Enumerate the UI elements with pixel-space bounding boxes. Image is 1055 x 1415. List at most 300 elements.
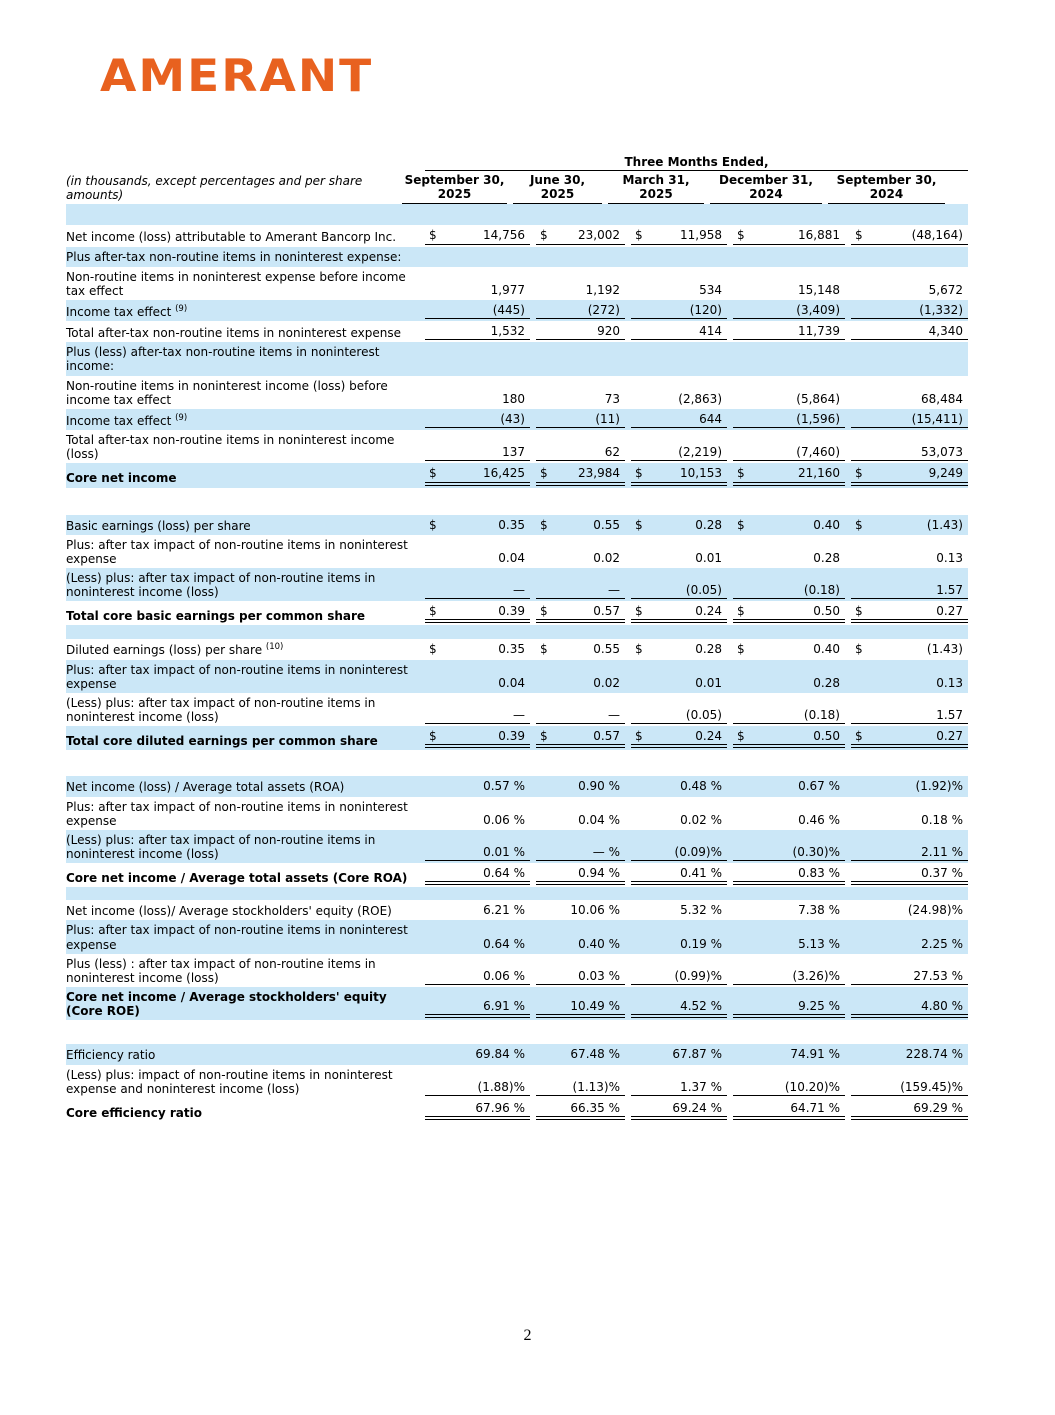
cell-value: (3,409) [796,302,840,317]
group-header: Three Months Ended, [425,155,968,171]
column-header-mar-31-2025 [608,173,704,204]
cell-value: 0.19 % [680,936,722,951]
value-cell [631,604,727,623]
row-label: Diluted earnings (loss) per share $^{(10)}$ [66,642,284,658]
cell-value: 10.49 % [570,999,620,1014]
value-cell [425,583,530,599]
value-cell [631,903,727,918]
table-row [66,535,968,568]
value-cell [733,1047,845,1062]
value-cell [631,708,727,724]
value-cell [425,813,530,828]
value-cell [536,412,625,428]
dollar-sign: $ [635,604,643,619]
value-cell [425,708,530,724]
cell-value: 0.04 % [578,812,620,827]
value-cell [536,729,625,748]
table-row [66,900,968,920]
row-label: Core efficiency ratio [66,1105,202,1120]
value-cell [733,845,845,861]
value-cell [851,813,968,828]
value-cell [536,642,625,657]
cell-value: 920 [597,324,620,339]
value-cell [631,676,727,691]
cell-value: 0.01 % [483,845,525,859]
row-label: Plus: after tax impact of non-routine items in noninterest expense [66,923,408,952]
value-cell [733,303,845,319]
value-cell [851,779,968,794]
cell-value: 0.90 % [578,779,620,794]
row-label: Plus: after tax impact of non-routine items in noninterest expense [66,537,408,566]
table-row [66,376,968,409]
cell-value: 0.57 [593,604,620,619]
cell-value: 67.87 % [672,1047,722,1062]
row-label: (Less) plus: after tax impact of non-routine items in noninterest income (loss) [66,832,376,861]
value-cell [851,845,968,861]
value-cell [733,729,845,748]
value-cell [631,866,727,885]
value-cell [733,392,845,407]
value-cell [851,466,968,485]
value-cell [536,392,625,407]
value-cell [733,708,845,724]
dollar-sign: $ [540,228,548,243]
value-cell [733,903,845,918]
cell-value: 2.25 % [921,936,963,951]
value-cell [536,583,625,599]
row-label: Income tax effect $^{(9)}$ [66,303,188,319]
spacer-row [66,750,968,776]
value-cell [851,708,968,724]
cell-value: 0.67 % [798,779,840,794]
value-cell [425,324,530,340]
cell-value: (10.20)% [784,1079,840,1094]
cell-value: 0.28 [813,675,840,690]
value-cell [733,604,845,623]
value-cell [733,969,845,985]
table-row [66,797,968,830]
dollar-sign: $ [540,517,548,532]
value-cell [733,937,845,952]
value-cell [733,999,845,1018]
cell-value: 0.40 % [578,936,620,951]
cell-value: 69.29 % [913,1100,963,1115]
value-cell [536,813,625,828]
cell-value: (2,219) [678,445,722,460]
dollar-sign: $ [540,604,548,619]
cell-value: (7,460) [796,445,840,460]
cell-value: 68,484 [921,391,963,406]
cell-value: 0.48 % [680,779,722,794]
value-cell [851,324,968,340]
value-cell [733,445,845,461]
dollar-sign: $ [855,466,863,481]
value-cell [851,969,968,985]
cell-value: 0.64 % [483,936,525,951]
value-cell [631,729,727,748]
table-row [66,920,968,953]
cell-value: (1.88)% [477,1079,525,1094]
value-cell [425,1080,530,1096]
page-number: 2 [523,1327,532,1345]
value-cell [631,813,727,828]
value-cell [631,392,727,407]
column-header-line2: 2024 [869,187,904,202]
column-header-line1: March 31, [622,173,690,188]
column-header-sep-30-2025 [402,173,507,204]
row-label: Total core diluted earnings per common share [66,734,378,749]
dollar-sign: $ [540,729,548,744]
value-cell [425,445,530,461]
value-cell [851,445,968,461]
cell-value: 0.02 [593,675,620,690]
value-cell [425,551,530,566]
cell-value: (0.99)% [674,968,722,983]
dollar-sign: $ [429,517,437,532]
cell-value: (11) [595,411,620,426]
dollar-sign: $ [429,466,437,481]
table-row [66,568,968,601]
value-cell [425,903,530,918]
cell-value: 0.55 [593,642,620,657]
cell-value: 0.50 [813,604,840,619]
cell-value: 67.48 % [570,1047,620,1062]
cell-value: (159.45)% [900,1079,963,1094]
cell-value: 0.28 [813,550,840,565]
cell-value: 74.91 % [790,1047,840,1062]
value-cell [425,779,530,794]
cell-value: 0.40 [813,517,840,532]
value-cell [851,392,968,407]
cell-value: 11,739 [798,324,840,339]
row-label: Core net income [66,471,177,486]
value-cell [631,1080,727,1096]
value-cell [536,1101,625,1120]
column-header-jun-30-2025 [513,173,602,204]
column-header-dec-31-2024 [710,173,822,204]
value-cell [425,642,530,657]
value-cell [851,866,968,885]
cell-value: 5.32 % [680,903,722,918]
value-cell [733,412,845,428]
cell-value: 0.01 [695,675,722,690]
row-label: Net income (loss) attributable to Amerant Bancorp Inc. [66,230,397,245]
cell-value: 9.25 % [798,999,840,1014]
cell-value: 5.13 % [798,936,840,951]
row-label: Plus after-tax non-routine items in noninterest expense: [66,250,402,265]
cell-value: — [513,583,525,598]
column-header-line1: June 30, [529,173,586,188]
value-cell [851,1101,968,1120]
cell-value: 21,160 [798,466,840,481]
cell-value: 62 [604,445,620,460]
value-cell [425,604,530,623]
value-cell [425,228,530,244]
value-cell [733,283,845,298]
value-cell [733,228,845,244]
dollar-sign: $ [855,604,863,619]
table-caption: (in thousands, except percentages and per share amounts) [66,174,363,203]
value-cell [631,324,727,340]
dollar-sign: $ [635,642,643,657]
value-cell [536,445,625,461]
value-cell [631,969,727,985]
cell-value: 0.06 % [483,968,525,983]
value-cell [851,1080,968,1096]
dollar-sign: $ [737,729,745,744]
column-header-line1: September 30, [836,173,937,188]
value-cell [851,604,968,623]
value-cell [536,283,625,298]
cell-value: 1,977 [490,282,525,297]
table-row [66,863,968,887]
spacer-row [66,625,968,639]
cell-value: (3.26)% [792,968,840,983]
row-label: (Less) plus: after tax impact of non-routine items in noninterest income (loss) [66,695,376,725]
value-cell [536,324,625,340]
value-cell [851,303,968,319]
dollar-sign: $ [429,642,437,657]
value-cell [425,283,530,298]
value-cell [851,583,968,599]
value-cell [851,1047,968,1062]
cell-value: 14,756 [483,228,525,243]
value-cell [425,1101,530,1120]
cell-value: 0.83 % [798,866,840,881]
cell-value: (0.05) [685,583,722,598]
value-cell [536,518,625,533]
cell-value: (1.92)% [915,779,963,794]
table-row [66,430,968,463]
column-header-line1: September 30, [404,173,505,188]
cell-value: 137 [502,445,525,460]
cell-value: 9,249 [928,466,963,481]
row-label: Basic earnings (loss) per share [66,518,251,533]
value-cell [851,228,968,244]
table-row [66,639,968,659]
cell-value: 15,148 [798,282,840,297]
dollar-sign: $ [855,228,863,243]
table-row [66,247,968,267]
value-cell [631,412,727,428]
cell-value: (1.13)% [572,1079,620,1094]
dollar-sign: $ [429,604,437,619]
cell-value: 0.40 [813,642,840,657]
cell-value: 1,532 [490,324,525,339]
cell-value: 0.28 [695,517,722,532]
cell-value: (120) [689,302,722,317]
cell-value: 53,073 [921,445,963,460]
cell-value: 1.57 [936,583,963,598]
value-cell [425,303,530,319]
cell-value: 0.04 [498,550,525,565]
value-cell [733,583,845,599]
value-cell [631,937,727,952]
cell-value: 0.27 [936,604,963,619]
cell-value: 0.24 [695,604,722,619]
row-label: Plus: after tax impact of non-routine items in noninterest expense [66,662,408,691]
footnote-reference: (9) [175,412,188,423]
value-cell [631,583,727,599]
table-row [66,1044,968,1064]
row-label: Plus (less) : after tax impact of non-routine items in noninterest income (loss) [66,956,376,985]
dollar-sign: $ [635,517,643,532]
cell-value: 6.21 % [483,903,525,918]
dollar-sign: $ [855,517,863,532]
value-cell [425,676,530,691]
value-cell [733,466,845,485]
dollar-sign: $ [429,729,437,744]
value-cell [425,969,530,985]
cell-value: 0.35 [498,517,525,532]
value-cell [425,999,530,1018]
financial-table-body [66,204,968,1122]
amerant-logo: AMERANT [100,50,374,103]
table-row [66,300,968,321]
table-row [66,776,968,796]
spacer-row [66,887,968,900]
value-cell [425,412,530,428]
cell-value: (5,864) [796,391,840,406]
value-cell [536,999,625,1018]
value-cell [425,729,530,748]
value-cell [425,392,530,407]
dollar-sign: $ [635,729,643,744]
footnote-reference: (10) [265,642,284,653]
cell-value: 0.94 % [578,866,620,881]
cell-value: (0.18) [803,708,840,723]
row-label: Net income (loss) / Average total assets (ROA) [66,780,345,795]
dollar-sign: $ [855,642,863,657]
dollar-sign: $ [737,228,745,243]
value-cell [631,1047,727,1062]
value-cell [631,228,727,244]
column-header-sep-30-2024 [828,173,945,204]
value-cell [536,779,625,794]
value-cell [851,642,968,657]
row-label: (Less) plus: after tax impact of non-routine items in noninterest income (loss) [66,570,376,600]
value-cell [425,937,530,952]
table-row [66,660,968,693]
cell-value: 0.13 [936,675,963,690]
table-row [66,463,968,487]
value-cell [536,708,625,724]
value-cell [733,866,845,885]
column-header-line2: 2024 [749,187,783,202]
row-label: Plus: after tax impact of non-routine items in noninterest expense [66,799,408,828]
cell-value: 0.24 [695,729,722,744]
value-cell [733,642,845,657]
value-cell [536,1080,625,1096]
value-cell [536,969,625,985]
dollar-sign: $ [737,642,745,657]
value-cell [851,518,968,533]
table-row [66,830,968,863]
value-cell [631,283,727,298]
table-row [66,1065,968,1098]
table-row [66,409,968,430]
cell-value: — [608,708,620,723]
cell-value: 0.02 % [680,812,722,827]
cell-value: (2,863) [678,391,722,406]
table-row [66,225,968,246]
table-column-header-row [66,173,968,204]
value-cell [851,412,968,428]
table-row [66,987,968,1020]
table-row [66,267,968,300]
footnote-reference: (9) [175,303,188,314]
value-cell [631,518,727,533]
value-cell [733,324,845,340]
row-label: Total core basic earnings per common share [66,609,366,624]
value-cell [733,779,845,794]
table-row [66,726,968,750]
row-label: Non-routine items in noninterest income (loss) before income tax effect [66,378,388,407]
value-cell [631,845,727,861]
table-row [66,1098,968,1122]
value-cell [536,676,625,691]
cell-value: — [608,583,620,598]
cell-value: 1.57 [936,708,963,723]
cell-value: 67.96 % [475,1100,525,1115]
value-cell [733,1080,845,1096]
table-row [66,601,968,625]
cell-value: 0.39 [498,604,525,619]
cell-value: 0.18 % [921,812,963,827]
value-cell [536,228,625,244]
spacer-row [66,488,968,515]
cell-value: (48,164) [911,228,963,243]
cell-value: 10,153 [680,466,722,481]
value-cell [733,813,845,828]
cell-value: 73 [604,391,620,406]
non-gaap-reconciliation-table [66,155,968,1122]
cell-value: 23,984 [578,466,620,481]
cell-value: (0.18) [803,583,840,598]
cell-value: 66.35 % [570,1100,620,1115]
value-cell [851,937,968,952]
cell-value: 0.35 [498,642,525,657]
value-cell [425,1047,530,1062]
value-cell [851,903,968,918]
cell-value: 23,002 [578,228,620,243]
cell-value: 64.71 % [790,1100,840,1115]
cell-value: 0.37 % [921,866,963,881]
value-cell [425,866,530,885]
value-cell [631,303,727,319]
value-cell [425,466,530,485]
cell-value: 1,192 [585,282,620,297]
cell-value: 0.46 % [798,812,840,827]
value-cell [851,283,968,298]
dollar-sign: $ [540,466,548,481]
value-cell [851,999,968,1018]
value-cell [733,676,845,691]
value-cell [631,779,727,794]
table-row [66,515,968,535]
column-header-line2: 2025 [540,187,575,202]
cell-value: 0.27 [936,729,963,744]
cell-value: 414 [699,324,722,339]
dollar-sign: $ [540,642,548,657]
value-cell [536,303,625,319]
cell-value: (1,596) [796,411,840,426]
column-header-line2: 2025 [639,187,673,202]
cell-value: 4.52 % [680,999,722,1014]
dollar-sign: $ [737,604,745,619]
dollar-sign: $ [429,228,437,243]
row-label: Core net income / Average total assets (Core ROA) [66,871,408,886]
